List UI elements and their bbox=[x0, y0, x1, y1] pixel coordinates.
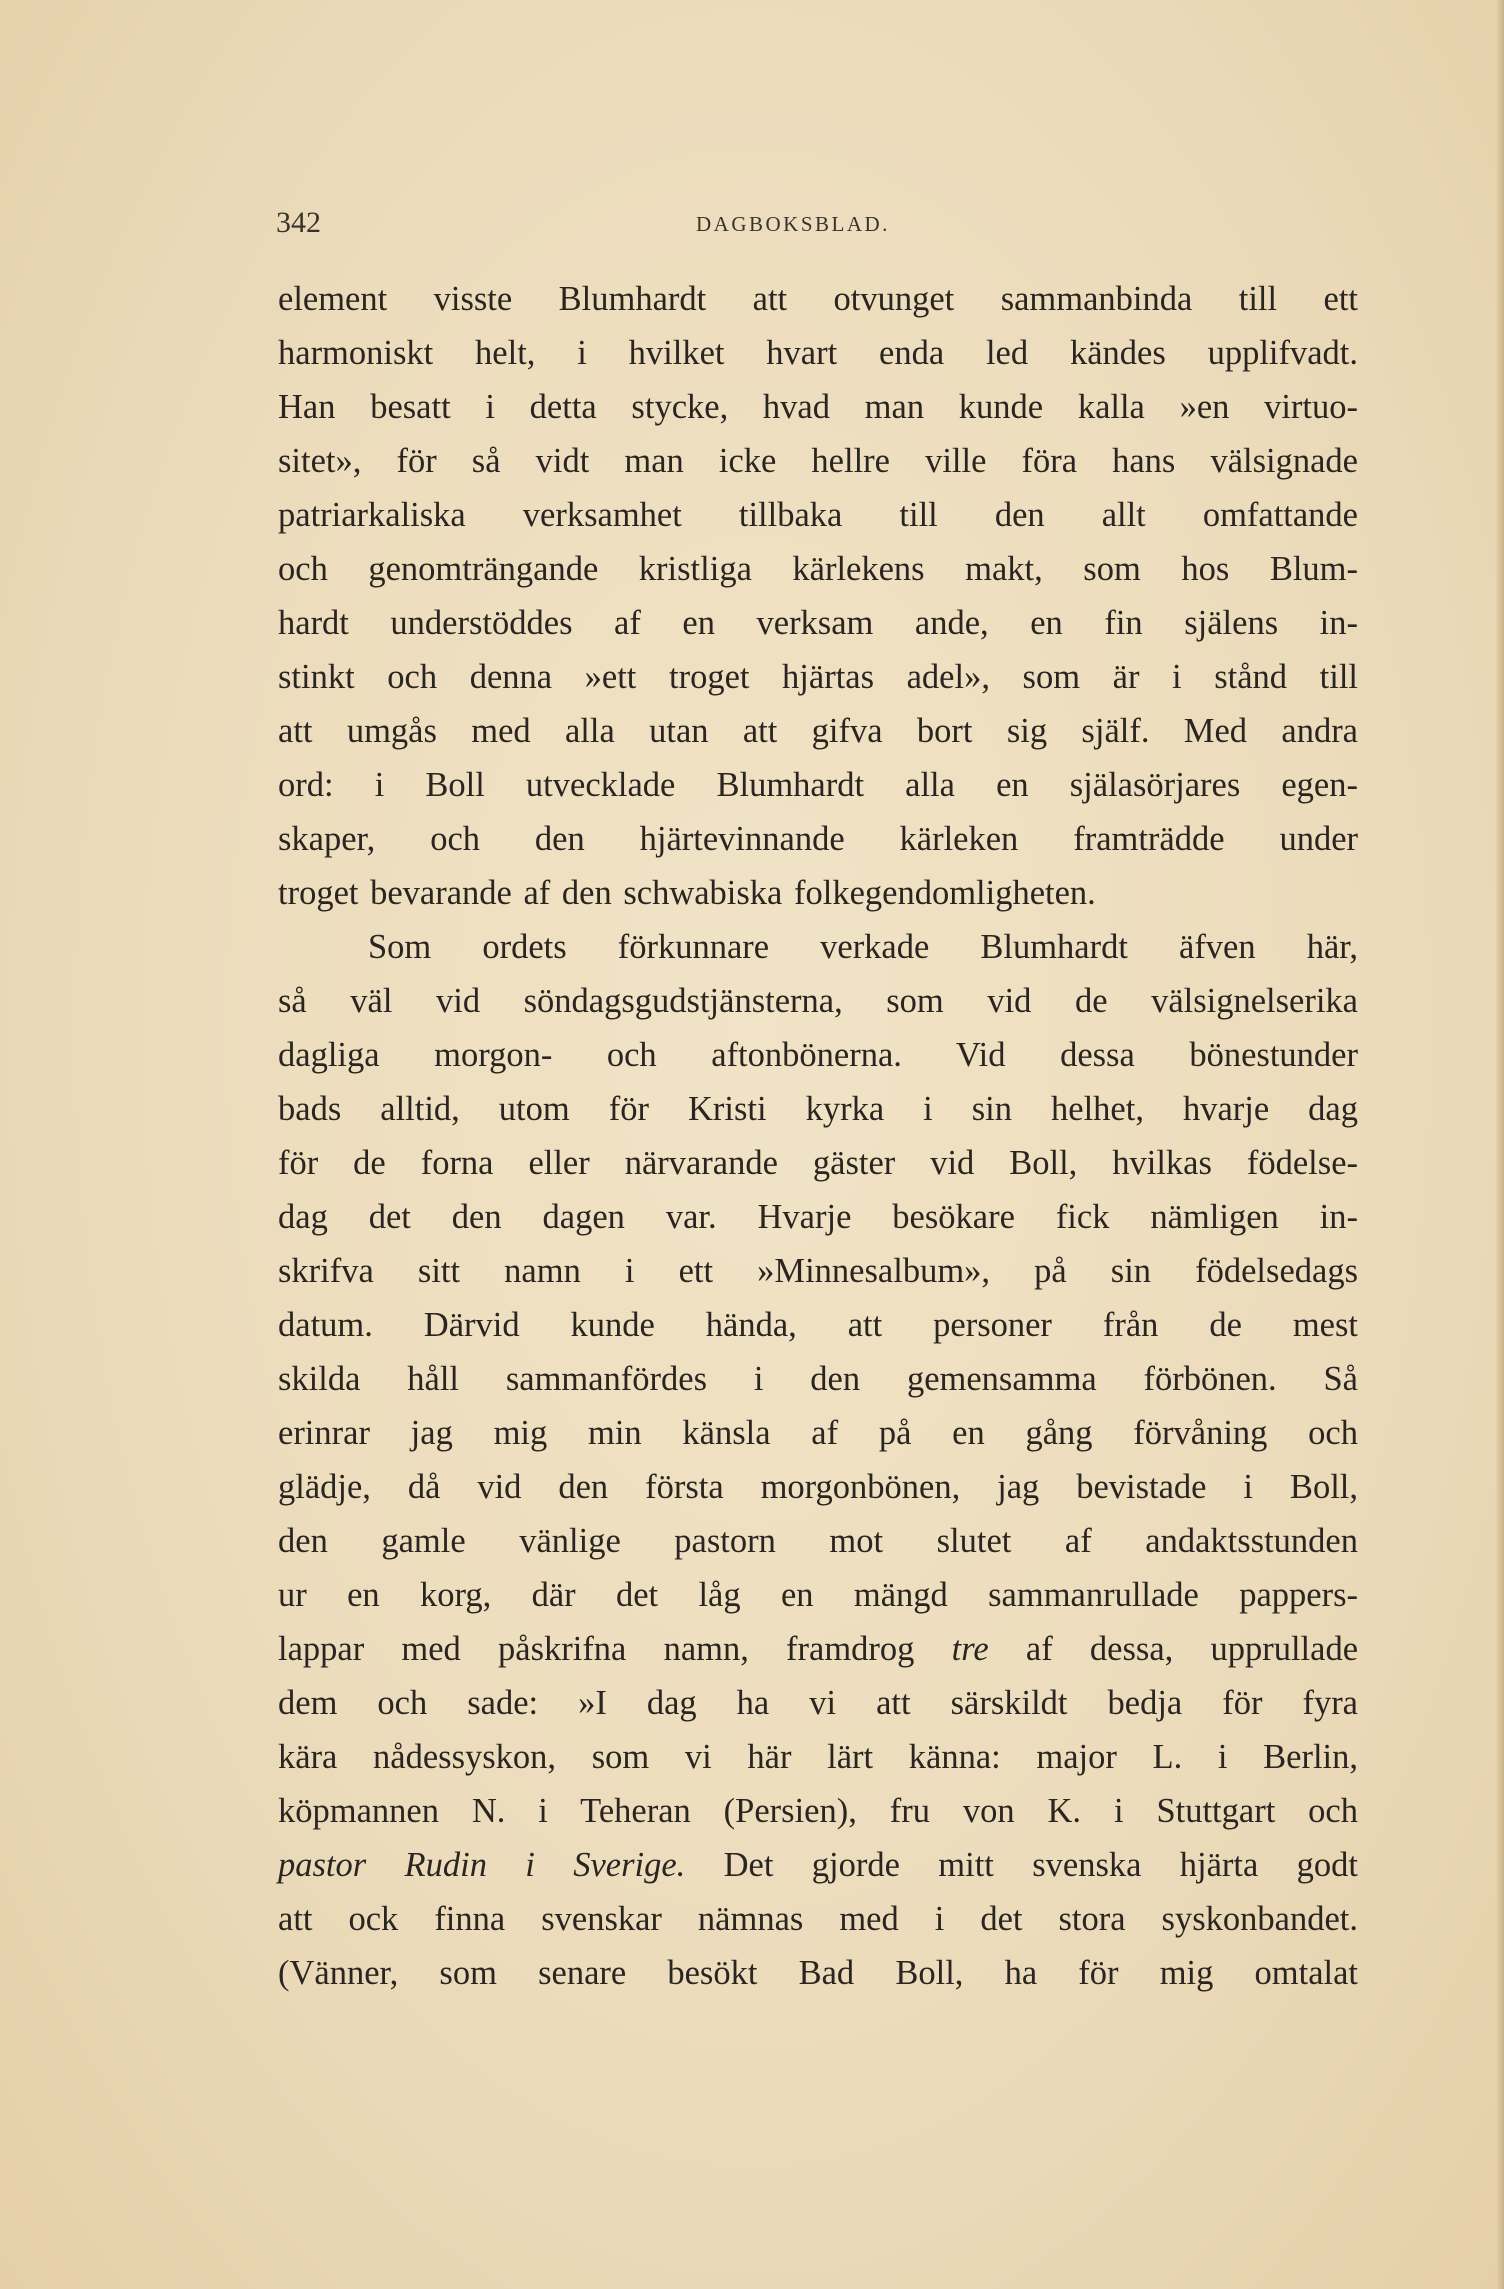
text-line: bads alltid, utom för Kristi kyrka i sin helhet, hvarje dag bbox=[278, 1090, 1358, 1128]
text-line: ur en korg, där det låg en mängd sammanrullade pappers- bbox=[278, 1576, 1358, 1614]
text-line-with-italic bbox=[278, 1622, 1358, 1676]
text-line: dem och sade: »I dag ha vi att särskildt bedja för fyra bbox=[278, 1684, 1358, 1722]
text-line: för de forna eller närvarande gäster vid Boll, hvilkas födelse- bbox=[278, 1144, 1358, 1182]
text-line: dag det den dagen var. Hvarje besökare fick nämligen in- bbox=[278, 1198, 1358, 1236]
text-line: troget bevarande af den schwabiska folkegendomligheten. bbox=[278, 874, 1096, 912]
italic-phrase: pastor Rudin i Sverige. bbox=[278, 1846, 686, 1884]
text-line: Som ordets förkunnare verkade Blumhardt äfven här, bbox=[368, 928, 1358, 966]
text-line: element visste Blumhardt att otvunget sammanbinda till ett bbox=[278, 280, 1358, 318]
text-line: skrifva sitt namn i ett »Minnesalbum», på sin födelsedags bbox=[278, 1252, 1358, 1290]
text-line: patriarkaliska verksamhet tillbaka till den allt omfattande bbox=[278, 496, 1358, 534]
page-header bbox=[276, 206, 1360, 246]
text-segment: lappar med påskrifna namn, framdrog bbox=[278, 1630, 915, 1668]
body-text bbox=[278, 272, 1358, 2000]
page-edge bbox=[1496, 0, 1504, 2289]
page-number: 342 bbox=[276, 206, 321, 239]
text-line-with-italic bbox=[278, 1838, 1358, 1892]
text-segment: Det gjorde mitt svenska hjärta godt bbox=[723, 1846, 1358, 1884]
italic-word: tre bbox=[951, 1630, 989, 1668]
text-line: glädje, då vid den första morgonbönen, jag bevistade i Boll, bbox=[278, 1468, 1358, 1506]
text-line: harmoniskt helt, i hvilket hvart enda led kändes upplifvadt. bbox=[278, 334, 1358, 372]
text-line: den gamle vänlige pastorn mot slutet af andaktsstunden bbox=[278, 1522, 1358, 1560]
text-line: hardt understöddes af en verksam ande, en fin själens in- bbox=[278, 604, 1358, 642]
text-line: kära nådessyskon, som vi här lärt känna: major L. i Berlin, bbox=[278, 1738, 1358, 1776]
text-line: datum. Därvid kunde hända, att personer från de mest bbox=[278, 1306, 1358, 1344]
text-segment: af dessa, upprullade bbox=[1025, 1630, 1359, 1668]
running-head: DAGBOKSBLAD. bbox=[696, 212, 890, 236]
text-line: köpmannen N. i Teheran (Persien), fru von K. i Stuttgart och bbox=[278, 1792, 1358, 1830]
text-line: stinkt och denna »ett troget hjärtas adel», som är i stånd till bbox=[278, 658, 1358, 696]
text-line: så väl vid söndagsgudstjänsterna, som vid de välsignelserika bbox=[278, 982, 1358, 1020]
text-line: skaper, och den hjärtevinnande kärleken framträdde under bbox=[278, 820, 1358, 858]
text-line: (Vänner, som senare besökt Bad Boll, ha för mig omtalat bbox=[278, 1954, 1358, 1992]
text-line: och genomträngande kristliga kärlekens makt, som hos Blum- bbox=[278, 550, 1358, 588]
text-line: skilda håll sammanfördes i den gemensamma förbönen. Så bbox=[278, 1360, 1358, 1398]
text-line: sitet», för så vidt man icke hellre ville föra hans välsignade bbox=[278, 442, 1358, 480]
text-line: Han besatt i detta stycke, hvad man kunde kalla »en virtuo- bbox=[278, 388, 1358, 426]
text-line: ord: i Boll utvecklade Blumhardt alla en själasörjares egen- bbox=[278, 766, 1358, 804]
text-line: dagliga morgon- och aftonbönerna. Vid dessa bönestunder bbox=[278, 1036, 1358, 1074]
text-line: erinrar jag mig min känsla af på en gång förvåning och bbox=[278, 1414, 1358, 1452]
text-line: att ock finna svenskar nämnas med i det stora syskonbandet. bbox=[278, 1900, 1358, 1938]
text-line: att umgås med alla utan att gifva bort sig själf. Med andra bbox=[278, 712, 1358, 750]
